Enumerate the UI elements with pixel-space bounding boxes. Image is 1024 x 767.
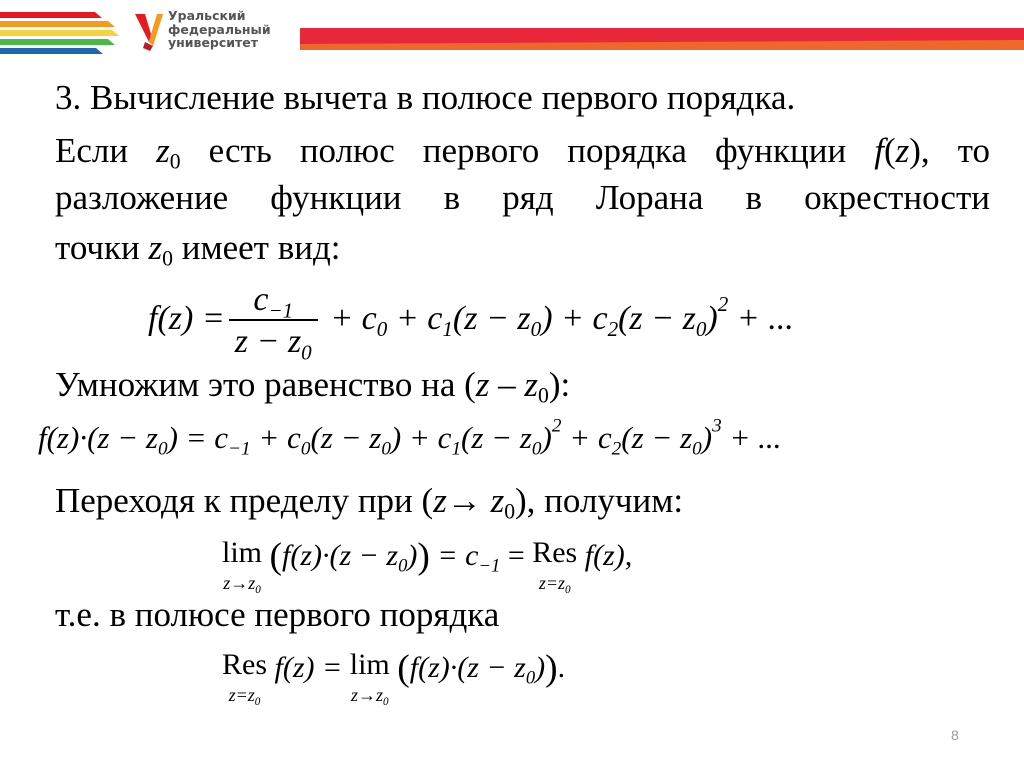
fraction [229,281,318,365]
formula-residue-first-order-pole [222,648,566,708]
text: Если [55,131,157,170]
limit-operator [349,648,390,708]
arrow: → [446,481,491,520]
paragraph-line-2: разложение функции в ряд Лорана в окрестности [55,178,990,217]
lim-symbol: lim [222,536,263,569]
paragraph-line-1 [55,131,990,174]
formula-part: f(z), [577,539,633,572]
text: ), то [909,131,990,170]
subscript: 0 [398,555,408,577]
var-z: z [156,131,170,170]
limit-operator [222,536,263,596]
subscript: 0 [530,317,542,342]
subscript: 0 [538,383,549,408]
formula-part: f(z)·(z − z [409,651,526,684]
superscript: 3 [712,415,722,437]
university-name [168,9,271,50]
subscript: 0 [157,438,168,460]
res-symbol: Res [532,536,578,569]
formula-part: f(z) = [148,299,225,337]
superscript: 2 [551,415,562,437]
formula-part: (z − z [452,299,531,337]
var-z: z [475,365,490,404]
text: имеет вид: [172,228,341,267]
subscript: 1 [442,317,453,342]
formula-part: ) [706,299,718,337]
logo-line: Уральский [168,8,246,23]
subscript: −1 [268,298,294,323]
subscript: 1 [451,438,462,460]
formula-part: ) = c [167,420,229,455]
formula-part: + c [321,299,377,337]
header [0,0,1024,62]
text: ), получим: [515,481,684,520]
header-red-bar [300,28,1024,52]
subscript: 0 [300,438,311,460]
formula-part: = c [429,539,479,572]
formula-part: + ... [721,420,782,455]
formula-part: (z − z [310,420,382,455]
var-z: z [490,481,505,520]
subscript: 0 [692,438,702,460]
subscript: 2 [607,317,619,342]
formula-laurent-series [148,281,794,365]
paren-close: ) [545,648,558,689]
multiply-text [55,365,571,408]
formula-part: (z − z [461,420,532,455]
res-under: z=z [538,573,566,593]
formula-part: ) [541,420,552,455]
formula-part: ) [390,420,402,455]
subscript: 0 [376,317,388,342]
formula-part: ) [541,299,553,337]
res-symbol: Res [222,648,267,681]
formula-part: f(z) = [267,651,350,684]
conclusion-text: т.е. в полюсе первого порядка [55,595,500,634]
formula-part: (z − z [618,299,696,337]
formula-part: + c [387,299,443,337]
section-heading: 3. Вычисление вычета в полюсе первого порядка. [55,78,796,117]
subscript: 0 [162,246,173,271]
logo-line: университет [168,35,259,50]
superscript: 2 [717,291,729,316]
res-under: z=z [228,685,255,705]
text: – [489,365,525,404]
formula-part: + c [561,420,612,455]
subscript: 0 [169,149,181,174]
lim-under: z→z [223,573,256,593]
text: Переходя к пределу при ( [55,481,434,520]
paren-open: ( [397,648,410,689]
formula-part: z − z [234,323,302,360]
text: ): [548,365,571,404]
lim-symbol: lim [349,648,390,681]
header-color-stripes [0,0,120,62]
text: Умножим это равенство на ( [55,365,476,404]
subscript: 2 [611,438,622,460]
subscript: 0 [381,438,391,460]
subscript: 0 [531,438,542,460]
page-number: 8 [951,727,959,743]
formula-part: + c [250,420,301,455]
formula-part: + c [401,420,452,455]
text: точки [55,228,149,267]
residue-operator [222,648,267,708]
formula-part: + c [552,299,608,337]
formula-part: f(z)·(z − z [282,539,399,572]
formula-part: f(z)·(z − z [38,420,158,455]
var-f: f [874,131,884,170]
subscript: 0 [504,499,516,524]
text: ( [883,131,896,170]
text: есть полюс первого порядка функции [180,131,875,170]
logo-line: федеральный [168,21,271,37]
var-z: z [148,228,163,267]
university-logo-icon [133,12,165,52]
subscript: 0 [565,583,571,596]
formula-part: (z − z [621,420,693,455]
subscript: 0 [255,583,261,596]
formula-part: c [253,281,269,318]
lim-under: z→z [350,685,383,705]
paren-close: ) [417,536,430,577]
var-z: z [524,365,539,404]
formula-residue-limit [222,536,633,596]
formula-part: . [557,651,566,684]
subscript: 0 [254,695,261,708]
subscript: −1 [478,555,501,577]
limit-text [55,481,684,524]
paren-open: ( [269,536,283,577]
residue-operator [532,536,578,596]
var-z: z [433,481,447,520]
paragraph-line-3 [55,228,341,271]
formula-part: + ... [728,299,794,337]
subscript: 0 [695,317,707,342]
formula-part: ) [701,420,713,455]
subscript: 0 [525,667,536,689]
formula-part: ) [535,651,546,684]
var-z: z [895,131,910,170]
subscript: 0 [382,695,389,708]
formula-multiplied-series [38,415,782,460]
formula-part: ) [407,539,418,572]
subscript: 0 [301,340,312,365]
formula-part: = [500,539,533,572]
subscript: −1 [228,438,251,460]
